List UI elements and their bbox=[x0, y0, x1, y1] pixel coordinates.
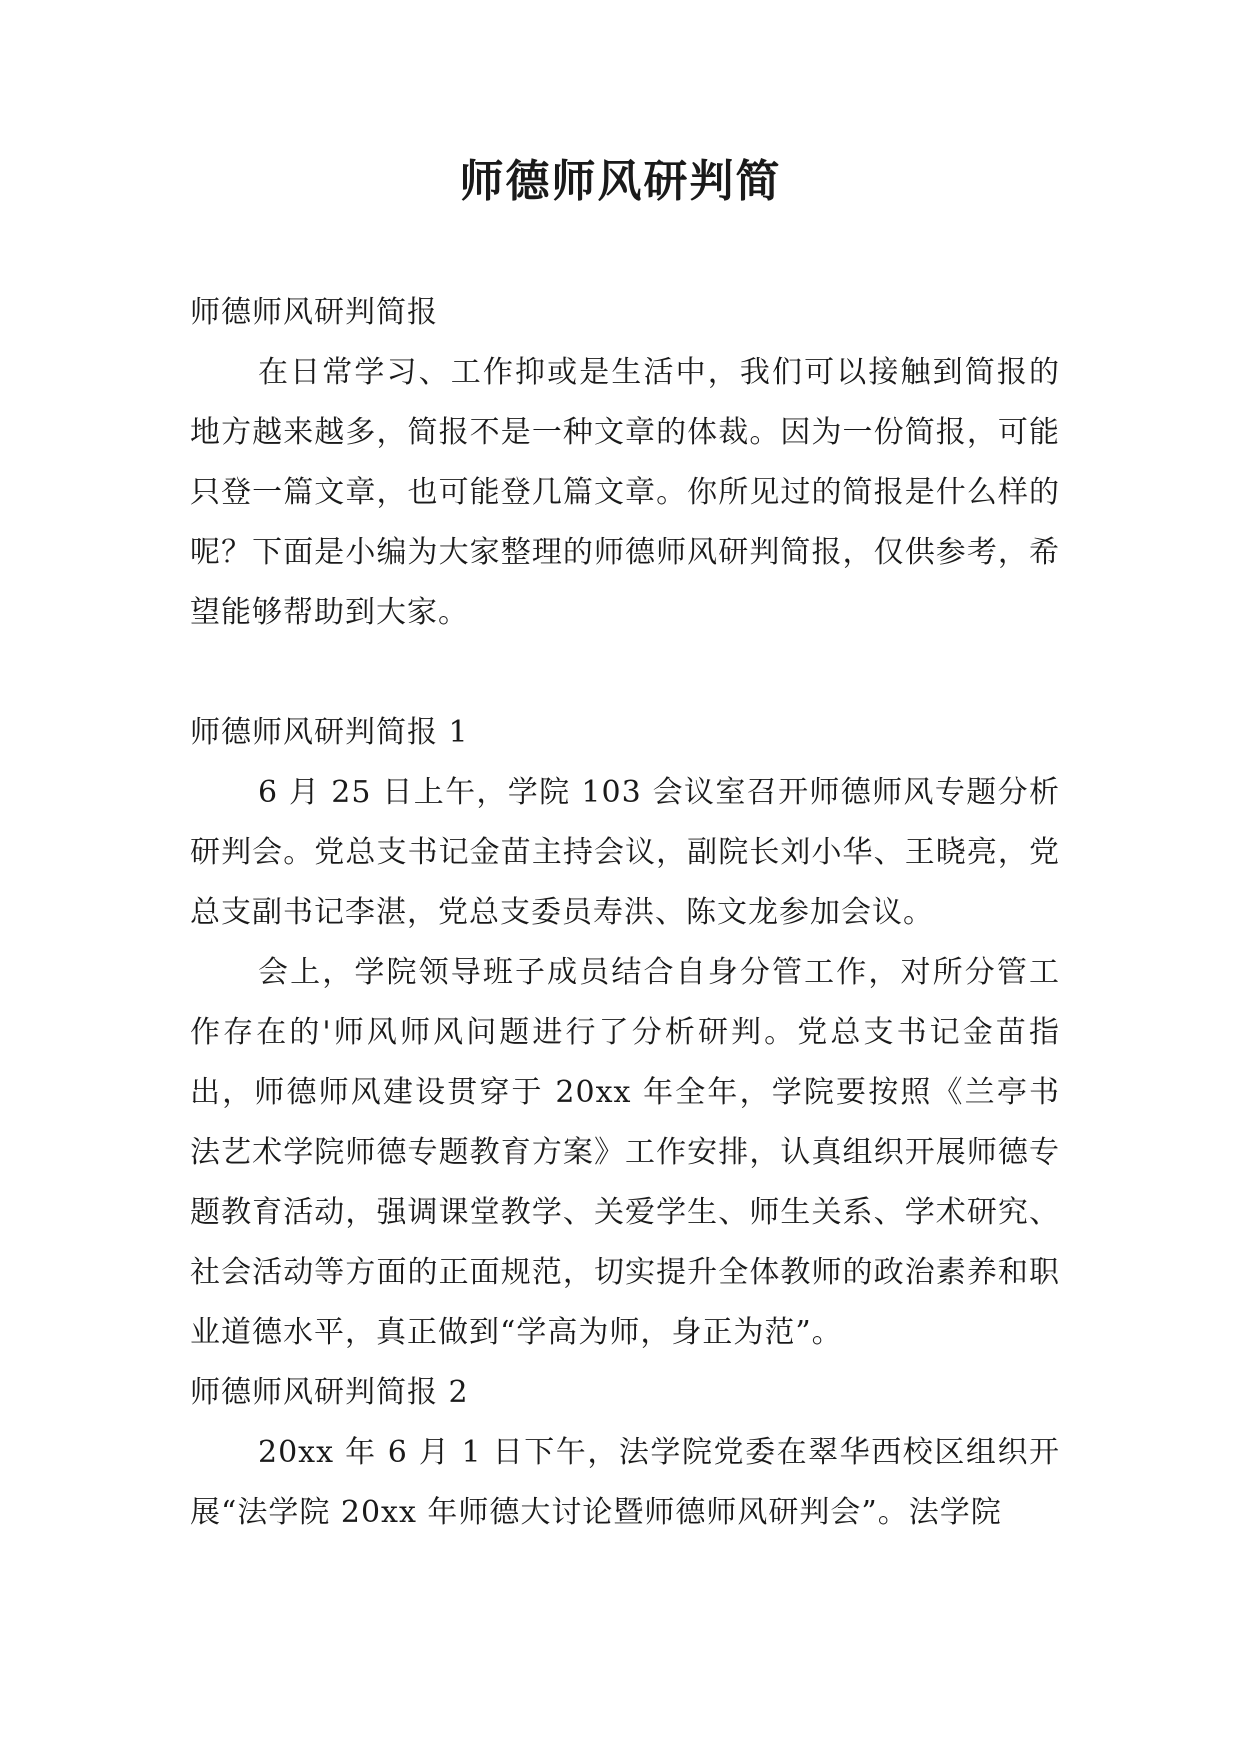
document-body bbox=[190, 283, 1060, 1543]
section-spacer bbox=[190, 643, 1060, 703]
section1-paragraph2: 会上，学院领导班子成员结合自身分管工作，对所分管工作存在的'师风师风问题进行了分析研判。党总支书记金苗指出，师德师风建设贯穿于 20xx 年全年，学院要按照《兰亭书法艺术学院师德专题教育方案》工作安排，认真组织开展师德专题教育活动，强调课堂教学、关爱学生、师生关系、学术研究、社会活动等方面的正面规范，切实提升全体教师的政治素养和职业道德水平，真正做到“学高为师，身正为范”。 bbox=[190, 955, 1060, 1350]
intro-paragraph: 在日常学习、工作抑或是生活中，我们可以接触到简报的地方越来越多，简报不是一种文章的体裁。因为一份简报，可能只登一篇文章，也可能登几篇文章。你所见过的简报是什么样的呢？下面是小编为大家整理的师德师风研判简报，仅供参考，希望能够帮助到大家。 bbox=[190, 355, 1060, 630]
document-title: 师德师风研判简 bbox=[459, 156, 782, 207]
section1-heading: 师德师风研判简报 1 bbox=[190, 715, 469, 750]
section2-heading: 师德师风研判简报 2 bbox=[190, 1375, 469, 1410]
section1-paragraph1: 6 月 25 日上午，学院 103 会议室召开师德师风专题分析研判会。党总支书记金苗主持会议，副院长刘小华、王晓亮，党总支副书记李湛，党总支委员寿洪、陈文龙参加会议。 bbox=[190, 775, 1060, 930]
intro-heading: 师德师风研判简报 bbox=[190, 295, 438, 330]
section2-paragraph1: 20xx 年 6 月 1 日下午，法学院党委在翠华西校区组织开展“法学院 20xx 年师德大讨论暨师德师风研判会”。法学院 bbox=[190, 1435, 1060, 1530]
